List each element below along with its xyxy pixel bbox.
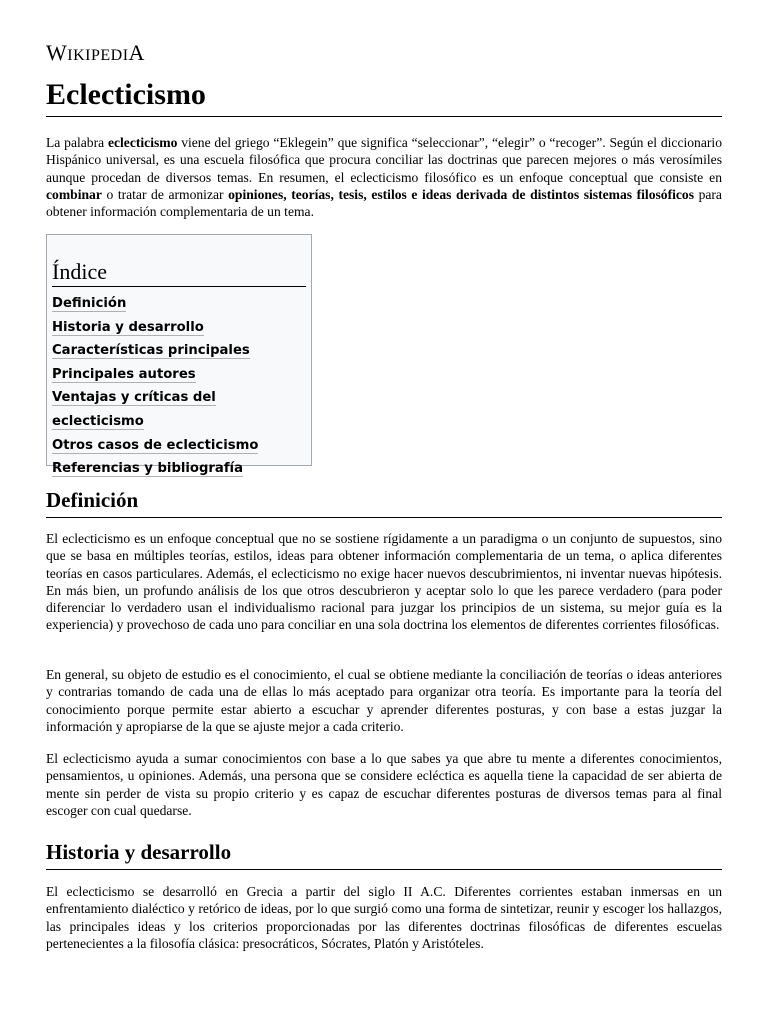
paragraph: En general, su objeto de estudio es el conocimiento, el cual se obtiene mediante la conciliación de teorías o ideas anteriores y contrarias tomando de cada una de ellas lo más aceptado para organizar otra teoría. Es importante para la teoría del conocimiento porque permite estar abierto a escuchar y aprender diferentes posturas, y con base a estas juzgar la información y apropiarse de la que se ajuste mejor a cada criterio. [46,667,722,734]
table-of-contents [46,234,312,477]
toc-item-autores[interactable] [52,363,306,387]
page-title: Eclecticismo [46,76,722,117]
toc-item-definicion[interactable] [52,292,306,316]
toc-item-historia[interactable] [52,316,306,340]
section-heading-definicion: Definición [46,487,722,518]
toc-link[interactable]: Ventajas y críticas del eclecticismo [52,390,216,429]
toc-title: Índice [52,259,306,287]
paragraph: El eclecticismo se desarrolló en Grecia a partir del siglo II A.C. Diferentes corrientes estaban inmersas en un enfrentamiento dialéctico y retórico de ideas, por lo que surgió como una forma de sintetizar, reunir y escoger los hallazgos, las principales ideas y los criterios proporcionadas por las diferentes doctrinas filosóficas de diferentes escuelas pertenecientes a la filosofía clásica: presocráticos, Sócrates, Platón y Aristóteles. [46,884,722,951]
section-heading-historia: Historia y desarrollo [46,839,722,870]
intro-bold-2: combinar [46,186,102,202]
wikipedia-logo[interactable]: WIKIPEDIA [46,40,145,65]
intro-text-2: viene del griego “Eklegein” que significa “seleccionar”, “elegir” o “recoger”. Según el diccionario Hispánico universal, es una escuela filosófica que procura conciliar las doctrinas que parecen mejores o más verosímiles aunque procedan de diversos temas. En resumen, el eclecticismo filosófico es un enfoque conceptual que consiste en [46,135,722,185]
paragraph: El eclecticismo es un enfoque conceptual que no se sostiene rígidamente a un paradigma o un conjunto de supuestos, sino que se basa en múltiples teorías, estilos, ideas para obtener información complementaria de un tema, o aplica diferentes teorías en casos particulares. Además, el eclecticismo no exige hacer nuevos descubrimientos, ni inventar nuevas hipótesis. En más bien, un profundo análisis de los que otros descubrieron y aceptar solo lo que les parece verdadero (para poder diferenciar lo verdadero usan el individualismo racional para juzgar los principios de un sistema, su mejor guía es la experiencia) y provechoso de cada uno para conciliar en una sola doctrina los elementos de diferentes corrientes filosóficas. [46,531,722,633]
toc-link[interactable]: Características principales [52,343,250,359]
toc-item-otros-casos[interactable] [52,434,306,458]
toc-item-referencias[interactable] [52,457,306,481]
intro-bold-3: opiniones, teorías, tesis, estilos e ideas derivada de distintos sistemas filosóficos [228,186,695,202]
intro-bold-1: eclecticismo [107,135,178,150]
toc-link[interactable]: Referencias y bibliografía [52,461,243,477]
intro-text-3: o tratar de armonizar [101,186,229,202]
toc-link[interactable]: Definición [52,296,127,311]
toc-item-ventajas[interactable] [52,386,306,433]
toc-link[interactable]: Principales autores [52,366,196,382]
toc-item-caracteristicas[interactable] [52,339,306,363]
intro-text-1: La palabra [46,135,108,150]
intro-text-4: para obtener información complementaria de un tema. [46,186,722,220]
paragraph: El eclecticismo ayuda a sumar conocimientos con base a lo que sabes ya que abre tu mente a diferentes conocimientos, pensamientos, u opiniones. Además, una persona que se considere ecléctica es aquella tiene la capacidad de ser abierta de mente sin perder de vista su propio criterio y es capaz de escuchar diferentes posturas de diversos temas para al final escoger con cual quedarse. [46,751,722,818]
toc-link[interactable]: Historia y desarrollo [52,319,204,335]
intro-paragraph [46,134,722,220]
toc-link[interactable]: Otros casos de eclecticismo [52,437,259,453]
toc-list [52,292,306,481]
